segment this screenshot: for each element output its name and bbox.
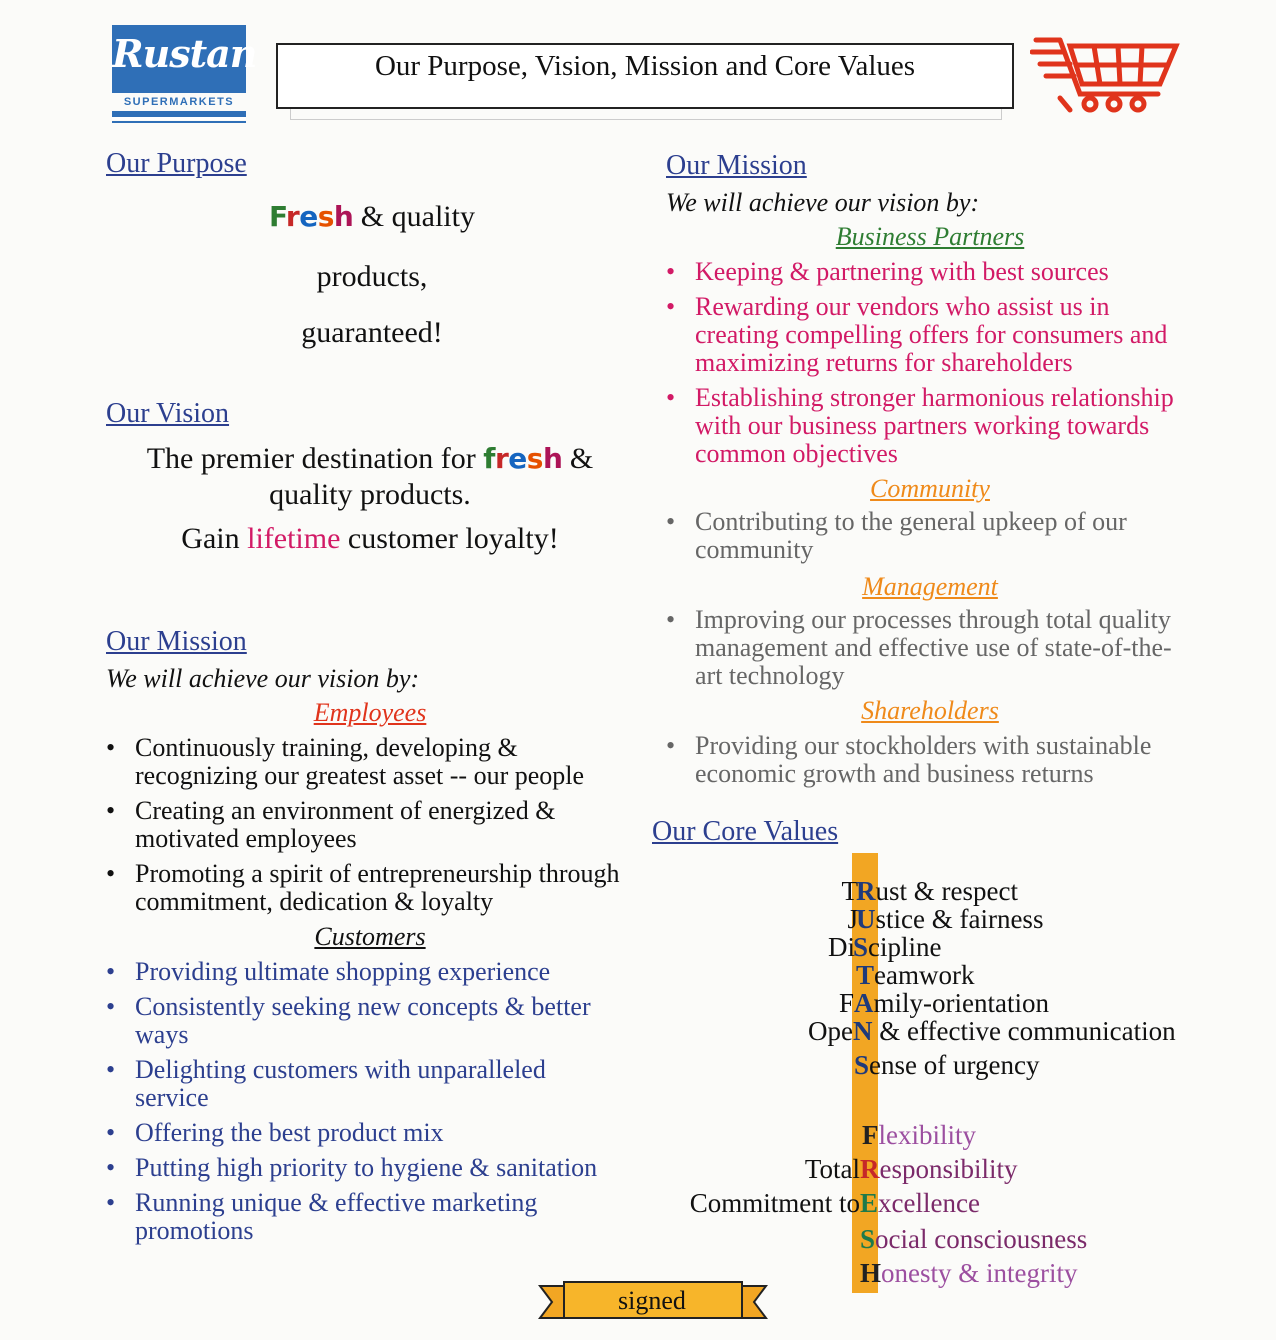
business-partners-list (666, 258, 1186, 475)
rustan-logo (112, 25, 257, 120)
core-value-pre: Commitment to (689, 1188, 860, 1218)
core-value: Social consciousness (860, 1224, 1088, 1254)
business-partners-heading: Business Partners (835, 222, 1025, 251)
management-heading: Management (862, 572, 998, 601)
shareholders-list (666, 732, 1206, 795)
core-value: Flexibility (862, 1120, 976, 1150)
core-value: Ustice & fairness (856, 904, 1044, 934)
page-title: Our Purpose, Vision, Mission and Core Values (374, 50, 916, 82)
vision-heading: Our Vision (106, 398, 230, 429)
core-value: Rust & respect (856, 876, 1018, 906)
core-value: N & effective communication (853, 1016, 1176, 1046)
list-item: • Promoting a spirit of entrepreneurship through commitment, dedication & loyalty (106, 860, 646, 916)
list-item: • Creating an environment of energized & motivated employees (106, 797, 646, 853)
list-item: • Running unique & effective marketing promotions (106, 1189, 606, 1245)
mission-left-intro: We will achieve our vision by: (106, 664, 420, 693)
purpose-line-1: Fresh & quality (269, 200, 475, 233)
list-item: • Contributing to the general upkeep of our community (666, 508, 1186, 564)
purpose-line-2: products, (316, 260, 428, 293)
ribbon-label: signed (618, 1286, 686, 1315)
core-value: Amily-orientation (854, 988, 1049, 1018)
list-item: • Establishing stronger harmonious relationship with our business partners working towards common objectives (666, 384, 1186, 468)
lifetime-highlight: lifetime (247, 522, 341, 555)
customers-list (106, 958, 606, 1252)
core-value-pre: Total (804, 1154, 860, 1184)
list-item: • Providing our stockholders with sustainable economic growth and business returns (666, 732, 1206, 788)
list-item: • Offering the best product mix (106, 1119, 606, 1147)
list-item: • Providing ultimate shopping experience (106, 958, 606, 986)
core-value: Teamwork (856, 960, 975, 990)
mission-right-intro: We will achieve our vision by: (666, 188, 980, 217)
list-item: • Consistently seeking new concepts & better ways (106, 993, 606, 1049)
vision-line-3: Gain lifetime customer loyalty! (181, 522, 559, 555)
core-value: Excellence (860, 1188, 980, 1218)
shareholders-heading: Shareholders (861, 696, 999, 725)
mission-left-heading: Our Mission (106, 626, 247, 657)
purpose-heading: Our Purpose (106, 148, 247, 179)
list-item: • Putting high priority to hygiene & sanitation (106, 1154, 606, 1182)
core-value-pre: Ope (808, 1016, 853, 1046)
core-value-pre: J (847, 904, 858, 934)
fresh-word: Fresh (269, 200, 354, 233)
purpose-line-3: guaranteed! (301, 316, 443, 349)
core-value-pre: F (838, 988, 854, 1018)
core-value: Scipline (853, 932, 942, 962)
core-values-heading: Our Core Values (652, 816, 839, 847)
list-item: • Improving our processes through total quality management and effective use of state-of-the-art technology (666, 606, 1186, 690)
core-value-pre: Di (828, 932, 855, 962)
core-value: Responsibility (860, 1154, 1018, 1184)
shopping-cart-icon (1030, 32, 1180, 114)
logo-wordmark: Rustan (112, 31, 257, 76)
mission-right-heading: Our Mission (666, 150, 807, 181)
fresh-word: fresh (483, 442, 563, 475)
vision-line-1: The premier destination for fresh & (146, 442, 594, 475)
employees-heading: Employees (313, 698, 427, 727)
community-list (666, 508, 1186, 571)
list-item: • Delighting customers with unparalleled service (106, 1056, 606, 1112)
vision-line-2: quality products. (269, 478, 471, 511)
community-heading: Community (870, 474, 990, 503)
list-item: • Rewarding our vendors who assist us in creating compelling offers for consumers and maximizing returns for shareholders (666, 293, 1186, 377)
customers-heading: Customers (314, 922, 426, 951)
list-item: • Keeping & partnering with best sources (666, 258, 1186, 286)
list-item: • Continuously training, developing & recognizing our greatest asset -- our people (106, 734, 646, 790)
logo-underline (112, 121, 246, 123)
employees-list (106, 734, 646, 923)
core-value: Honesty & integrity (860, 1258, 1078, 1288)
management-list (666, 606, 1186, 697)
core-value: Sense of urgency (854, 1050, 1040, 1080)
logo-subtitle: SUPERMARKETS (112, 93, 246, 111)
core-value-pre: T (841, 876, 858, 906)
